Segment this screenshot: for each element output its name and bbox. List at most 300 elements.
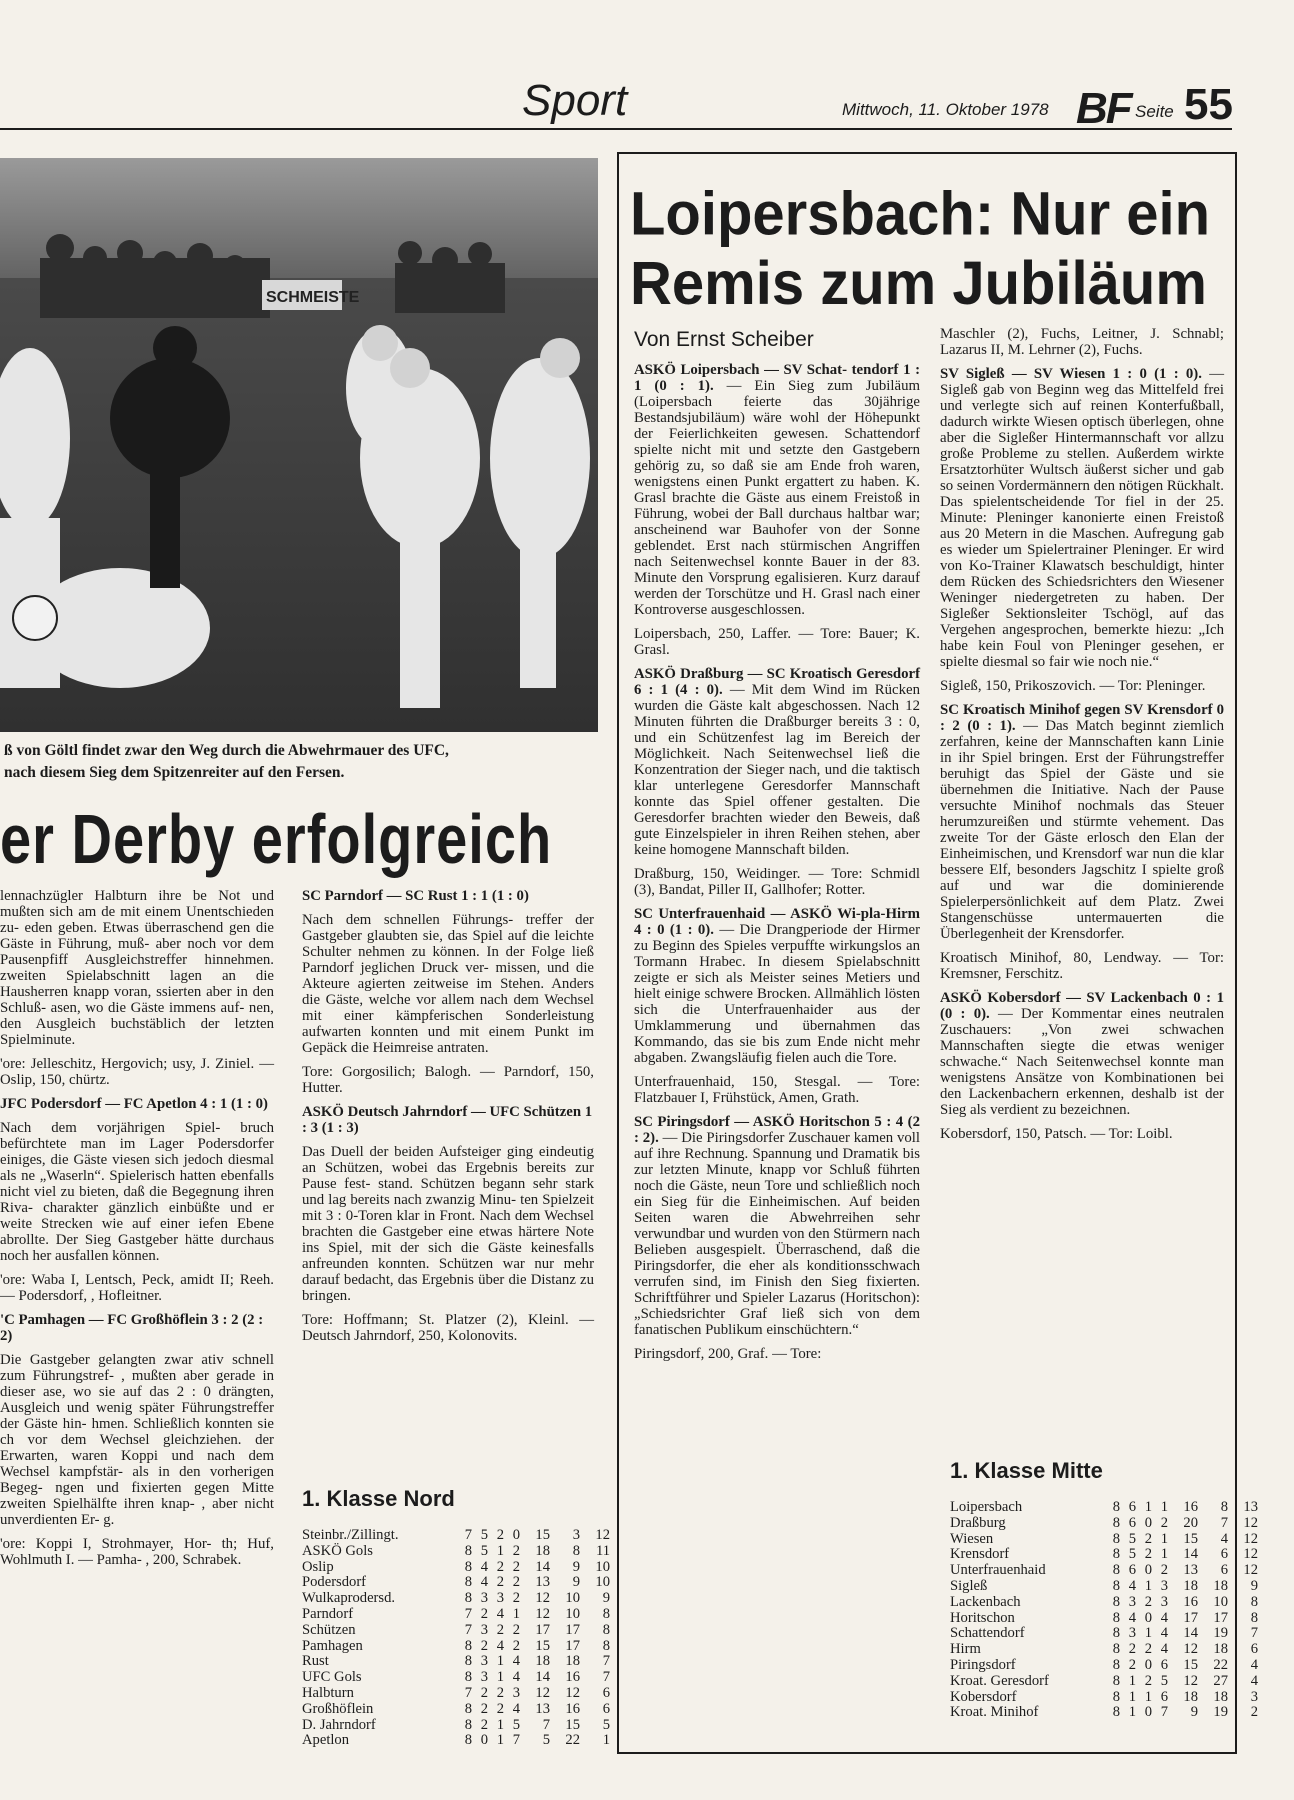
stat-value: 19 xyxy=(1213,1625,1228,1642)
match-scorers: Sigleß, 150, Prikoszovich. — Tor: Pleninger. xyxy=(940,678,1206,694)
stat-value: 0 xyxy=(1144,1562,1152,1579)
stat-value: 8 xyxy=(1112,1688,1120,1705)
stat-value: 2 xyxy=(512,1590,520,1607)
standings-row xyxy=(950,1500,1258,1516)
stat-value: 18 xyxy=(1213,1688,1228,1705)
stat-value: 6 xyxy=(1220,1562,1228,1579)
stat-value: 8 xyxy=(1112,1609,1120,1626)
standings-row xyxy=(950,1547,1258,1563)
stat-value: 2 xyxy=(1144,1530,1152,1547)
stat-value: 15 xyxy=(1183,1656,1198,1673)
stat-value: 0 xyxy=(1144,1514,1152,1531)
stat-value: 1 xyxy=(1160,1530,1168,1547)
standings-row xyxy=(302,1607,610,1623)
stat-value: 15 xyxy=(1183,1530,1198,1547)
stat-value: 6 xyxy=(1220,1546,1228,1563)
match-report-text: — Sigleß gab von Beginn weg das Mittelfeld frei und verlegte sich auf reinen Konterfußball, dadurch wirkte Wiesen optisch überlegen, ohne aber die Sigleßer Hintermannschaft vor allzu große Probleme zu stellen. Außerdem wirkte Ersatztorhüter Wultsch äußerst sicher und gab so seinen Vordermännern den nötigen Rückhalt. Das spielentscheidende Tor fiel in der 25. Minute: Pleninger kanonierte einen Freistoß aus 20 Metern in die Maschen. Aufregung gab es wieder um Spielertrainer Pleninger. Er wird von Ko-Trainer Klawatsch beschuldigt, hinter dem Rücken des Schiedsrichters den Wiesener Weninger niedergetreten zu haben. Der Sigleßer Sektionsleiter Tschögl, auf das Vergehen angesprochen, bemerkte hiezu: „Ich habe kein Foul von Pleninger gesehen, er spielte diesmal so fair wie noch nie.“ xyxy=(940,366,1225,670)
stat-value: 9 xyxy=(1250,1577,1258,1594)
stat-value: 7 xyxy=(602,1669,610,1686)
stat-value: 8 xyxy=(464,1590,472,1607)
stat-value: 27 xyxy=(1213,1672,1228,1689)
standings-row xyxy=(950,1642,1258,1658)
team-name: Wulkaprodersd. xyxy=(302,1590,396,1607)
stat-value: 13 xyxy=(1243,1499,1258,1515)
stat-value: 1 xyxy=(602,1732,610,1749)
match-report-text: — Das Match beginnt ziemlich zerfahren, keine der Mannschaften kann Linie in ihr Spiel bringen. Erst der Führungstreffer beruhigt das Spiel der Gäste und sie übernehmen die Initiative. Nach der Pause versuchte Minihof nochmals das Steuer herumzureißen und stürmte vehement. Das zweite Tor der Gäste erlosch den Elan der Einheimischen, und Krensdorf war nun die klar bessere Elf, besonders Jagschitz I spielte groß auf und war die dominierende Spielerpersönlichkeit auf dem Platz. Zwei Stangenschüsse untermauerten die Überlegenheit der Krensdorfer. xyxy=(940,718,1225,942)
stat-value: 8 xyxy=(602,1605,610,1622)
stat-value: 4 xyxy=(480,1574,488,1591)
stat-value: 7 xyxy=(602,1653,610,1670)
match-report: Nach dem vorjährigen Spiel- bruch befürchtete man im Lager Podersdorfer einiges, die Gäste viesen sich jedoch diesmal als ne „Waserln“. Spielerisch hatten ebenfalls nicht viel zu bieten, daß die Begegnung ihren Riva- charakter gänzlich einbüßte und er weite Strecken wie auf einer iefen Ebene abrollte. Der Sieg Gastgeber hätte durchaus noch her ausfallen können. xyxy=(0,1120,274,1264)
standings-row xyxy=(302,1718,610,1734)
stat-value: 13 xyxy=(535,1700,550,1717)
stat-value: 2 xyxy=(496,1574,504,1591)
stat-value: 2 xyxy=(1160,1562,1168,1579)
match-report: Die Gastgeber gelangten zwar ativ schnell zum Führungstref- , mußten aber gerade in dieser ase, wo sie auf das 2 : 0 drängten, Ausgleich und wenig später Führungstreffer der Gäste hin- hmen. Schließlich konnten sie ch vor dem Wechsel gleichziehen. der Erwarten, waren Koppi und nach dem Wechsel kampfstär- als in den vorherigen Begeg- ngen und fixierten gegen Mitte zweiten Spielhälfte ihren knap- , aber nicht unverdienten Er- g. xyxy=(0,1352,274,1528)
stat-value: 4 xyxy=(1250,1672,1258,1689)
stat-value: 1 xyxy=(1144,1499,1152,1515)
stat-value: 9 xyxy=(572,1558,580,1575)
match-report-text: — Der Kommentar eines neutralen Zuschauers: „Von zwei schwachen Mannschaften siegte die etwas weniger schwache.“ Nach Seitenwechsel konnte man wenigstens Ansätze von Kombinationen bei den Lackenbachern erkennen, deshalb ist der Sieg als verdient zu bezeichnen. xyxy=(940,1006,1224,1118)
stat-value: 2 xyxy=(512,1637,520,1654)
stat-value: 2 xyxy=(512,1542,520,1559)
stat-value: 16 xyxy=(565,1700,580,1717)
stat-value: 2 xyxy=(512,1574,520,1591)
match-photo xyxy=(0,158,598,732)
stat-value: 2 xyxy=(496,1684,504,1701)
stat-value: 14 xyxy=(1183,1546,1198,1563)
match-report xyxy=(634,666,920,858)
stat-value: 2 xyxy=(480,1716,488,1733)
stat-value: 2 xyxy=(512,1558,520,1575)
issue-date: Mittwoch, 11. Oktober 1978 xyxy=(842,100,1049,119)
stat-value: 4 xyxy=(512,1669,520,1686)
stat-value: 12 xyxy=(595,1527,610,1543)
stat-value: 17 xyxy=(565,1621,580,1638)
standings-row xyxy=(302,1544,610,1560)
stat-value: 12 xyxy=(1243,1530,1258,1547)
stat-value: 1 xyxy=(1128,1672,1136,1689)
stat-value: 8 xyxy=(1112,1577,1120,1594)
standings-row xyxy=(302,1702,610,1718)
match-report xyxy=(634,1114,920,1338)
stat-value: 8 xyxy=(1112,1672,1120,1689)
photo-caption-line-2: nach diesem Sieg dem Spitzenreiter auf den Fersen. xyxy=(4,764,345,781)
team-name: Wiesen xyxy=(950,1530,994,1547)
stat-value: 12 xyxy=(1243,1546,1258,1563)
match-report xyxy=(940,990,1224,1118)
stat-value: 9 xyxy=(572,1574,580,1591)
stat-value: 8 xyxy=(1220,1499,1228,1515)
standings-row xyxy=(302,1575,610,1591)
standings-row xyxy=(950,1674,1258,1690)
stat-value: 3 xyxy=(480,1669,488,1686)
right-article-column-1 xyxy=(634,362,920,1370)
stat-value: 8 xyxy=(464,1542,472,1559)
stat-value: 1 xyxy=(496,1653,504,1670)
team-name: Kroat. Minihof xyxy=(950,1704,1039,1721)
stat-value: 2 xyxy=(512,1621,520,1638)
stat-value: 6 xyxy=(1250,1641,1258,1658)
stat-value: 4 xyxy=(1160,1641,1168,1658)
team-name: Podersdorf xyxy=(302,1574,367,1591)
stat-value: 8 xyxy=(1112,1656,1120,1673)
stat-value: 7 xyxy=(464,1527,472,1543)
match-result: SV Sigleß — SV Wiesen 1 : 0 (1 : 0). xyxy=(940,366,1202,382)
team-name: Oslip xyxy=(302,1558,334,1575)
stat-value: 8 xyxy=(572,1542,580,1559)
stat-value: 5 xyxy=(1128,1546,1136,1563)
standings-row xyxy=(950,1658,1258,1674)
stat-value: 7 xyxy=(1160,1704,1168,1721)
left-article-headline: er Derby erfolgreich xyxy=(0,799,553,878)
stat-value: 5 xyxy=(1160,1672,1168,1689)
stat-value: 6 xyxy=(1160,1688,1168,1705)
standings-row xyxy=(302,1623,610,1639)
standings-row xyxy=(950,1690,1258,1706)
standings-row xyxy=(302,1654,610,1670)
team-name: Loipersbach xyxy=(950,1499,1023,1515)
match-report-text: — Ein Sieg zum Jubiläum (Loipersbach feierte das 30jährige Bestandsjubiläum) wäre wohl der Höhepunkt der Feierlichkeiten gewesen. Schattendorf spielte nicht mit und setzte den Gastgebern gehörig zu, so daß sie am Ende froh waren, wenigstens einen Punkt ergattert zu haben. K. Grasl brachte die Gäste aus einem Freistoß in Führung, wobei der Ball durchaus haltbar war; anscheinend war Bauhofer von der Sonne geblendet. Erst nach stürmischen Angriffen nach Seitenwechsel konnte Bauer in der 83. Minute den Vorsprung egalisieren. Kurz darauf werden der Torschütze und H. Grasl nach einer Kontroverse ausgeschlossen. xyxy=(634,378,920,618)
stat-value: 12 xyxy=(1183,1672,1198,1689)
stat-value: 3 xyxy=(1128,1593,1136,1610)
stat-value: 2 xyxy=(1144,1546,1152,1563)
stat-value: 4 xyxy=(1220,1530,1228,1547)
standings-row xyxy=(950,1563,1258,1579)
team-name: Halbturn xyxy=(302,1684,354,1701)
table-mitte xyxy=(950,1500,1258,1721)
stat-value: 4 xyxy=(512,1653,520,1670)
stat-value: 8 xyxy=(1112,1546,1120,1563)
stat-value: 2 xyxy=(480,1637,488,1654)
match-report-text: — Die Piringsdorfer Zuschauer kamen voll auf ihre Rechnung. Spannung und Dramatik bis zur letzten Minute, knapp vor Schluß führten noch die Gäste, neun Tore und schließlich noch ein Sieg für die Einheimischen. Auf beiden Seiten waren die Abwehrreihen sehr verwundbar und wurden von den Stürmern nach Belieben ausgespielt. Überraschend, daß die Piringsdorfer, die eher als konditionsschwach verrufen sind, im Finish den Sieg fixierten. Schriftführer und Spieler Lazarus (Horitschon): „Schiedsrichter Graf ließ sich von dem fanatischen Publikum einschüchtern.“ xyxy=(634,1130,920,1338)
match-scorers: Draßburg, 150, Weidinger. — Tore: Schmidl (3), Bandat, Piller II, Gallhofer; Rotter. xyxy=(634,866,920,898)
stat-value: 1 xyxy=(1144,1625,1152,1642)
match-scorers: Loipersbach, 250, Laffer. — Tore: Bauer; K. Grasl. xyxy=(634,626,920,658)
stat-value: 6 xyxy=(1128,1562,1136,1579)
stat-value: 1 xyxy=(496,1542,504,1559)
stat-value: 8 xyxy=(464,1732,472,1749)
stat-value: 7 xyxy=(542,1716,550,1733)
match-report xyxy=(940,366,1224,670)
right-headline-line-2: Remis zum Jubiläum xyxy=(630,249,1207,318)
match-scorers: Kobersdorf, 150, Patsch. — Tor: Loibl. xyxy=(940,1126,1173,1142)
byline: Von Ernst Scheiber xyxy=(634,328,814,351)
stat-value: 7 xyxy=(1220,1514,1228,1531)
stat-value: 2 xyxy=(1144,1593,1152,1610)
team-name: Kobersdorf xyxy=(950,1688,1017,1705)
match-scorers: 'ore: Koppi I, Strohmayer, Hor- th; Huf, Wohlmuth I. — Pamha- , 200, Schrabek. xyxy=(0,1536,274,1568)
standings-row xyxy=(302,1670,610,1686)
table-mitte-title: 1. Klasse Mitte xyxy=(950,1458,1103,1483)
stat-value: 3 xyxy=(480,1621,488,1638)
stat-value: 8 xyxy=(602,1621,610,1638)
stat-value: 18 xyxy=(1213,1577,1228,1594)
stat-value: 2 xyxy=(1128,1656,1136,1673)
stat-value: 2 xyxy=(1128,1641,1136,1658)
header-rule xyxy=(0,128,1232,130)
stat-value: 15 xyxy=(565,1716,580,1733)
stat-value: 17 xyxy=(535,1621,550,1638)
stat-value: 0 xyxy=(480,1732,488,1749)
match-report: Maschler (2), Fuchs, Leitner, J. Schnabl; Lazarus II, M. Lehrner (2), Fuchs. xyxy=(940,326,1224,358)
stat-value: 1 xyxy=(496,1732,504,1749)
stat-value: 7 xyxy=(464,1684,472,1701)
stat-value: 15 xyxy=(535,1527,550,1543)
stat-value: 8 xyxy=(1112,1499,1120,1515)
standings-row xyxy=(950,1595,1258,1611)
stat-value: 1 xyxy=(496,1716,504,1733)
standings-row xyxy=(950,1532,1258,1548)
team-name: D. Jahrndorf xyxy=(302,1716,376,1733)
team-name: Kroat. Geresdorf xyxy=(950,1672,1049,1689)
stat-value: 2 xyxy=(480,1684,488,1701)
match-result: SC Unterfrauenhaid — ASKÖ Wi-pla-Hirm 4 : 0 (1 : 0). xyxy=(634,906,920,938)
stat-value: 0 xyxy=(512,1527,520,1543)
standings-row xyxy=(302,1686,610,1702)
team-name: Krensdorf xyxy=(950,1546,1010,1563)
stat-value: 13 xyxy=(535,1574,550,1591)
stat-value: 8 xyxy=(1112,1514,1120,1531)
stat-value: 6 xyxy=(602,1684,610,1701)
table-nord-title: 1. Klasse Nord xyxy=(302,1486,455,1511)
stat-value: 4 xyxy=(512,1700,520,1717)
team-name: Pamhagen xyxy=(302,1637,363,1654)
stat-value: 8 xyxy=(1112,1625,1120,1642)
stat-value: 2 xyxy=(1250,1704,1258,1721)
stat-value: 9 xyxy=(602,1590,610,1607)
stat-value: 8 xyxy=(1112,1593,1120,1610)
match-scorers: 'ore: Jelleschitz, Hergovich; usy, J. Ziniel. — Oslip, 150, chürtz. xyxy=(0,1056,274,1088)
stat-value: 4 xyxy=(1128,1577,1136,1594)
stat-value: 1 xyxy=(496,1669,504,1686)
match-heading: JFC Podersdorf — FC Apetlon 4 : 1 (1 : 0) xyxy=(0,1096,268,1112)
standings-row xyxy=(950,1626,1258,1642)
football xyxy=(13,596,57,640)
match-result: SC Kroatisch Minihof gegen SV Krensdorf 0 : 2 (0 : 1). xyxy=(940,702,1224,734)
team-name: Draßburg xyxy=(950,1514,1006,1531)
stat-value: 7 xyxy=(512,1732,520,1749)
stat-value: 18 xyxy=(535,1542,550,1559)
stat-value: 18 xyxy=(1183,1577,1198,1594)
stat-value: 8 xyxy=(1112,1562,1120,1579)
standings-row xyxy=(302,1560,610,1576)
stat-value: 12 xyxy=(565,1684,580,1701)
team-name: Horitschon xyxy=(950,1609,1015,1626)
team-name: Großhöflein xyxy=(302,1700,374,1717)
stat-value: 3 xyxy=(1160,1593,1168,1610)
stat-value: 12 xyxy=(1243,1562,1258,1579)
photo-caption-line-1: ß von Göltl findet zwar den Weg durch die Abwehrmauer des UFC, xyxy=(4,742,449,759)
stat-value: 8 xyxy=(464,1669,472,1686)
match-report xyxy=(634,362,920,618)
team-name: Schattendorf xyxy=(950,1625,1025,1642)
stat-value: 22 xyxy=(1213,1656,1228,1673)
stat-value: 8 xyxy=(464,1574,472,1591)
match-heading: SC Parndorf — SC Rust 1 : 1 (1 : 0) xyxy=(302,888,529,904)
match-photo-image xyxy=(0,158,598,732)
standings-row xyxy=(950,1611,1258,1627)
stat-value: 4 xyxy=(1160,1609,1168,1626)
section-title: Sport xyxy=(522,76,628,125)
match-scorers: Tore: Gorgosilich; Balogh. — Parndorf, 150, Hutter. xyxy=(302,1064,594,1096)
stat-value: 8 xyxy=(1112,1704,1120,1721)
stat-value: 0 xyxy=(1144,1704,1152,1721)
page-label: Seite xyxy=(1135,102,1174,121)
standings-row xyxy=(302,1591,610,1607)
stat-value: 12 xyxy=(535,1605,550,1622)
stat-value: 8 xyxy=(464,1700,472,1717)
stat-value: 8 xyxy=(1250,1593,1258,1610)
match-report xyxy=(940,702,1224,942)
stat-value: 2 xyxy=(496,1558,504,1575)
stat-value: 7 xyxy=(464,1621,472,1638)
stat-value: 2 xyxy=(1144,1641,1152,1658)
stat-value: 8 xyxy=(1112,1530,1120,1547)
stat-value: 1 xyxy=(1144,1577,1152,1594)
stat-value: 4 xyxy=(1128,1609,1136,1626)
stat-value: 1 xyxy=(1160,1546,1168,1563)
stat-value: 17 xyxy=(1213,1609,1228,1626)
stat-value: 8 xyxy=(1250,1609,1258,1626)
match-report: lennachzügler Halbturn ihre be Not und mußten sich am de mit einem Unentschieden zu- eden geben. Etwas überraschend gen die Gäste in Führung, muß- aber noch vor dem Pausenpfiff Ausgleichstreffer hinnehmen. zweiten Spielabschnitt lagen an die Hausherren knapp voran, ssierten aber in den Schluß- asen, wo die Gäste immens auf- nen, den Ausgleich buchstäblich der letzten Spielminute. xyxy=(0,888,274,1048)
stat-value: 5 xyxy=(480,1527,488,1543)
stat-value: 8 xyxy=(464,1637,472,1654)
stat-value: 16 xyxy=(1183,1593,1198,1610)
stat-value: 2 xyxy=(480,1700,488,1717)
match-heading: ASKÖ Deutsch Jahrndorf — UFC Schützen 1 : 3 (1 : 3) xyxy=(302,1104,593,1136)
match-result: ASKÖ Loipersbach — SV Schat- tendorf 1 : 1 (0 : 1). xyxy=(634,362,920,394)
stat-value: 12 xyxy=(1243,1514,1258,1531)
stat-value: 20 xyxy=(1183,1514,1198,1531)
match-result: ASKÖ Kobersdorf — SV Lackenbach 0 : 1 (0 : 0). xyxy=(940,990,1224,1022)
match-report xyxy=(634,906,920,1066)
stat-value: 8 xyxy=(464,1653,472,1670)
stat-value: 14 xyxy=(535,1558,550,1575)
stat-value: 14 xyxy=(1183,1625,1198,1642)
stat-value: 17 xyxy=(565,1637,580,1654)
newspaper-logo: BF xyxy=(1076,84,1131,133)
table-nord xyxy=(302,1528,610,1749)
stat-value: 18 xyxy=(1213,1641,1228,1658)
stat-value: 5 xyxy=(480,1542,488,1559)
right-article-column-2 xyxy=(940,326,1224,1150)
stat-value: 17 xyxy=(1183,1609,1198,1626)
stat-value: 16 xyxy=(1183,1499,1198,1515)
match-report-text: — Die Drangperiode der Hirmer zu Beginn des Spieles verpuffte wirkungslos an Tormann Hrabec. In diesem Spielabschnitt zeigte er sich als Meister seines Metiers und hielt einige schwere Brocken. Allmählich lösten sich die Unterfrauenhaider aus der Umklammerung und übernahmen das Kommando, das sie bis zum Ende nicht mehr abgaben. Zwangsläufig fielen auch die Tore. xyxy=(634,922,920,1066)
match-scorers: Unterfrauenhaid, 150, Stesgal. — Tore: Flatzbauer I, Frühstück, Amen, Grath. xyxy=(634,1074,920,1106)
stat-value: 0 xyxy=(1144,1656,1152,1673)
stat-value: 22 xyxy=(565,1732,580,1749)
stat-value: 10 xyxy=(565,1590,580,1607)
stat-value: 4 xyxy=(480,1558,488,1575)
stat-value: 3 xyxy=(1128,1625,1136,1642)
match-result: ASKÖ Draßburg — SC Kroatisch Geresdorf 6 : 1 (4 : 0). xyxy=(634,666,920,698)
team-name: Rust xyxy=(302,1653,329,1670)
team-name: Schützen xyxy=(302,1621,356,1638)
stat-value: 1 xyxy=(1128,1688,1136,1705)
team-name: Lackenbach xyxy=(950,1593,1021,1610)
stat-value: 2 xyxy=(496,1700,504,1717)
stat-value: 18 xyxy=(535,1653,550,1670)
match-scorers: Piringsdorf, 200, Graf. — Tore: xyxy=(634,1346,822,1362)
stat-value: 11 xyxy=(595,1542,610,1559)
stat-value: 15 xyxy=(535,1637,550,1654)
stat-value: 0 xyxy=(1144,1609,1152,1626)
stat-value: 5 xyxy=(1128,1530,1136,1547)
stat-value: 2 xyxy=(496,1527,504,1543)
left-article-column-2 xyxy=(302,888,594,1352)
team-name: Unterfrauenhaid xyxy=(950,1562,1046,1579)
stat-value: 7 xyxy=(464,1605,472,1622)
stat-value: 10 xyxy=(595,1558,610,1575)
stat-value: 3 xyxy=(1160,1577,1168,1594)
stat-value: 9 xyxy=(1190,1704,1198,1721)
team-name: Hirm xyxy=(950,1641,981,1658)
stat-value: 18 xyxy=(1183,1688,1198,1705)
stat-value: 1 xyxy=(1144,1688,1152,1705)
match-scorers: Kroatisch Minihof, 80, Lendway. — Tor: Kremsner, Ferschitz. xyxy=(940,950,1224,982)
page-number: 55 xyxy=(1184,80,1233,129)
stat-value: 8 xyxy=(602,1637,610,1654)
stat-value: 1 xyxy=(512,1605,520,1622)
banner-text: SCHMEISTE xyxy=(266,289,360,306)
stat-value: 3 xyxy=(480,1590,488,1607)
stat-value: 2 xyxy=(480,1605,488,1622)
stat-value: 4 xyxy=(496,1637,504,1654)
stat-value: 3 xyxy=(480,1653,488,1670)
team-name: ASKÖ Gols xyxy=(302,1542,373,1559)
stat-value: 10 xyxy=(565,1605,580,1622)
stat-value: 3 xyxy=(512,1684,520,1701)
team-name: Steinbr./Zillingt. xyxy=(302,1527,399,1543)
match-report-text: — Mit dem Wind im Rücken wurden die Gäste kalt abgeschossen. Nach 12 Minuten führten die Draßburger bereits 3 : 0, und ein Schützenfest lag im Bereich der Möglichkeit. Nach Seitenwechsel ließ die Konzentration der Sieger nach, und die taktisch klar unterlegene Geresdorfer Mannschaft konnte das Spiel offener gestalten. Die Geresdorfer brachten wieder den Beweis, daß gute Einzelspieler in ihren Reihen stehen, aber keine homogene Mannschaft bilden. xyxy=(634,682,920,858)
stat-value: 18 xyxy=(565,1653,580,1670)
stat-value: 7 xyxy=(1250,1625,1258,1642)
stat-value: 14 xyxy=(535,1669,550,1686)
photo-caption xyxy=(4,740,596,784)
stat-value: 2 xyxy=(1160,1514,1168,1531)
match-result: SC Piringsdorf — ASKÖ Horitschon 5 : 4 (2 : 2). xyxy=(634,1114,920,1146)
stat-value: 3 xyxy=(572,1527,580,1543)
match-report: Das Duell der beiden Aufsteiger ging eindeutig an Schützen, wobei das Ergebnis bereits zur Pause fest- stand. Schützen begann sehr stark und lag bereits nach zwanzig Minu- ten Spielzeit mit 3 : 0-Toren klar in Front. Nach dem Wechsel brachten die Gastgeber eine etwas härtere Note ins Spiel, mit der sich die Gäste keinesfalls anfreunden konnten. Schützen war nur mehr darauf bedacht, das Ergebnis über die Distanz zu bringen. xyxy=(302,1144,594,1304)
stat-value: 10 xyxy=(1213,1593,1228,1610)
stat-value: 8 xyxy=(1112,1641,1120,1658)
stat-value: 6 xyxy=(1128,1514,1136,1531)
stat-value: 5 xyxy=(542,1732,550,1749)
stat-value: 6 xyxy=(1160,1656,1168,1673)
stat-value: 12 xyxy=(1183,1641,1198,1658)
team-name: Parndorf xyxy=(302,1605,354,1622)
stat-value: 1 xyxy=(1128,1704,1136,1721)
stat-value: 13 xyxy=(1183,1562,1198,1579)
right-headline-line-1: Loipersbach: Nur ein xyxy=(630,180,1211,249)
team-name: UFC Gols xyxy=(302,1669,362,1686)
standings-row xyxy=(950,1705,1258,1721)
standings-row xyxy=(302,1733,610,1749)
stat-value: 16 xyxy=(565,1669,580,1686)
stat-value: 4 xyxy=(1160,1625,1168,1642)
stat-value: 12 xyxy=(535,1590,550,1607)
stat-value: 8 xyxy=(464,1558,472,1575)
stat-value: 5 xyxy=(512,1716,520,1733)
stat-value: 1 xyxy=(1160,1499,1168,1515)
stat-value: 4 xyxy=(1250,1656,1258,1673)
left-article-column-1 xyxy=(0,888,274,1576)
stat-value: 19 xyxy=(1213,1704,1228,1721)
standings-row xyxy=(302,1528,610,1544)
stat-value: 2 xyxy=(1144,1672,1152,1689)
